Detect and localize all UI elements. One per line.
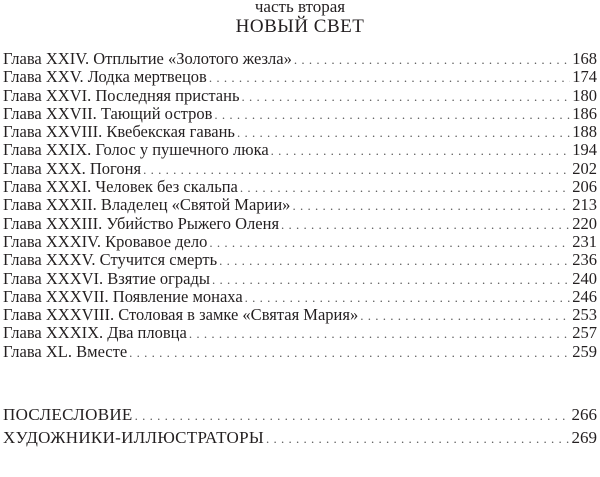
toc-entry-title: Глава XXXIX. Два пловца <box>3 323 187 343</box>
toc-entry <box>3 160 597 178</box>
toc-entry-title: ПОСЛЕСЛОВИЕ <box>3 405 133 424</box>
toc-entry-illustrators <box>3 426 597 449</box>
toc-entry-page: 202 <box>572 158 597 178</box>
toc-entry <box>3 288 597 306</box>
toc-entry-page: 180 <box>572 85 597 105</box>
toc-entry-page: 236 <box>572 250 597 270</box>
toc-entry-page: 259 <box>572 341 597 361</box>
toc-entry-page: 231 <box>572 231 597 251</box>
toc-entry-title: Глава XXVI. Последняя пристань <box>3 85 240 105</box>
dot-leader <box>292 197 570 215</box>
toc-entry <box>3 233 597 251</box>
toc-entry-page: 186 <box>572 103 597 123</box>
toc-entry <box>3 215 597 233</box>
dot-leader <box>281 216 570 234</box>
dot-leader <box>209 234 570 252</box>
toc-entry-page: 269 <box>571 428 597 447</box>
dot-leader <box>271 142 571 160</box>
toc-entry <box>3 196 597 214</box>
dot-leader <box>237 124 570 142</box>
toc-entry-title: Глава XXXVI. Взятие ограды <box>3 268 210 288</box>
toc-entry-title: Глава XXXV. Стучится смерть <box>3 250 218 270</box>
dot-leader <box>360 307 570 325</box>
toc-entry-title: Глава XXXVII. Появление монаха <box>3 286 243 306</box>
toc-entry-page: 206 <box>572 177 597 197</box>
toc-entry-page: 168 <box>572 49 597 68</box>
toc-entry <box>3 251 597 269</box>
toc-entry <box>3 123 597 141</box>
toc-entry-page: 240 <box>572 268 597 288</box>
toc-entry <box>3 178 597 196</box>
part-label: часть вторая <box>254 0 346 16</box>
toc-entry-page: 220 <box>572 213 597 233</box>
toc-entry-afterword <box>3 403 597 426</box>
toc-entry <box>3 324 597 342</box>
toc-entry <box>3 270 597 288</box>
toc-entry-title: Глава XXV. Лодка мертвецов <box>3 67 207 87</box>
toc-entry-title: Глава XXXIV. Кровавое дело <box>3 231 208 251</box>
toc-entry-page: 213 <box>572 195 597 215</box>
toc-entry-title: ХУДОЖНИКИ-ИЛЛЮСТРАТОРЫ <box>3 428 265 447</box>
dot-leader <box>212 271 570 289</box>
dot-leader <box>189 325 570 343</box>
toc-entry-page: 266 <box>571 405 597 424</box>
toc-entry <box>3 141 597 159</box>
toc-entry-title: Глава XL. Вместе <box>3 341 128 361</box>
toc-entry <box>3 50 597 68</box>
toc-entry-title: Глава XXXIII. Убийство Рыжего Оленя <box>3 213 280 233</box>
toc-entry-page: 188 <box>572 122 597 142</box>
toc-entry-title: Глава XXXII. Владелец «Святой Марии» <box>3 195 291 215</box>
toc-entry-title: Глава XXXI. Человек без скальпа <box>3 177 238 197</box>
toc-entry-title: Глава XXVIII. Квебекская гавань <box>3 122 235 142</box>
dot-leader <box>129 344 570 362</box>
part-title: НОВЫЙ СВЕТ <box>235 16 365 37</box>
toc-entry-title: Глава XXIV. Отплытие «Золотого жезла» <box>3 49 292 68</box>
dot-leader <box>209 69 570 87</box>
dot-leader <box>214 106 570 124</box>
back-matter <box>3 403 597 449</box>
toc-entry-page: 194 <box>572 140 597 160</box>
dot-leader <box>219 252 570 270</box>
dot-leader <box>294 51 570 69</box>
toc-entry-title: Глава XXVII. Тающий остров <box>3 103 213 123</box>
dot-leader <box>266 427 569 450</box>
toc-entry <box>3 343 597 361</box>
toc-entry <box>3 105 597 123</box>
toc-entry-page: 257 <box>572 323 597 343</box>
toc-entry-title: Глава XXXVIII. Столовая в замке «Святая Мария» <box>3 305 359 325</box>
table-of-contents <box>3 50 597 361</box>
toc-entry-title: Глава XXIX. Голос у пушечного люка <box>3 140 269 160</box>
toc-entry <box>3 87 597 105</box>
toc-entry <box>3 68 597 86</box>
toc-entry-page: 174 <box>572 67 597 87</box>
toc-entry-title: Глава XXX. Погоня <box>3 158 142 178</box>
dot-leader <box>135 404 570 427</box>
toc-entry <box>3 306 597 324</box>
toc-entry-page: 253 <box>572 305 597 325</box>
dot-leader <box>241 88 570 106</box>
toc-entry-page: 246 <box>572 286 597 306</box>
